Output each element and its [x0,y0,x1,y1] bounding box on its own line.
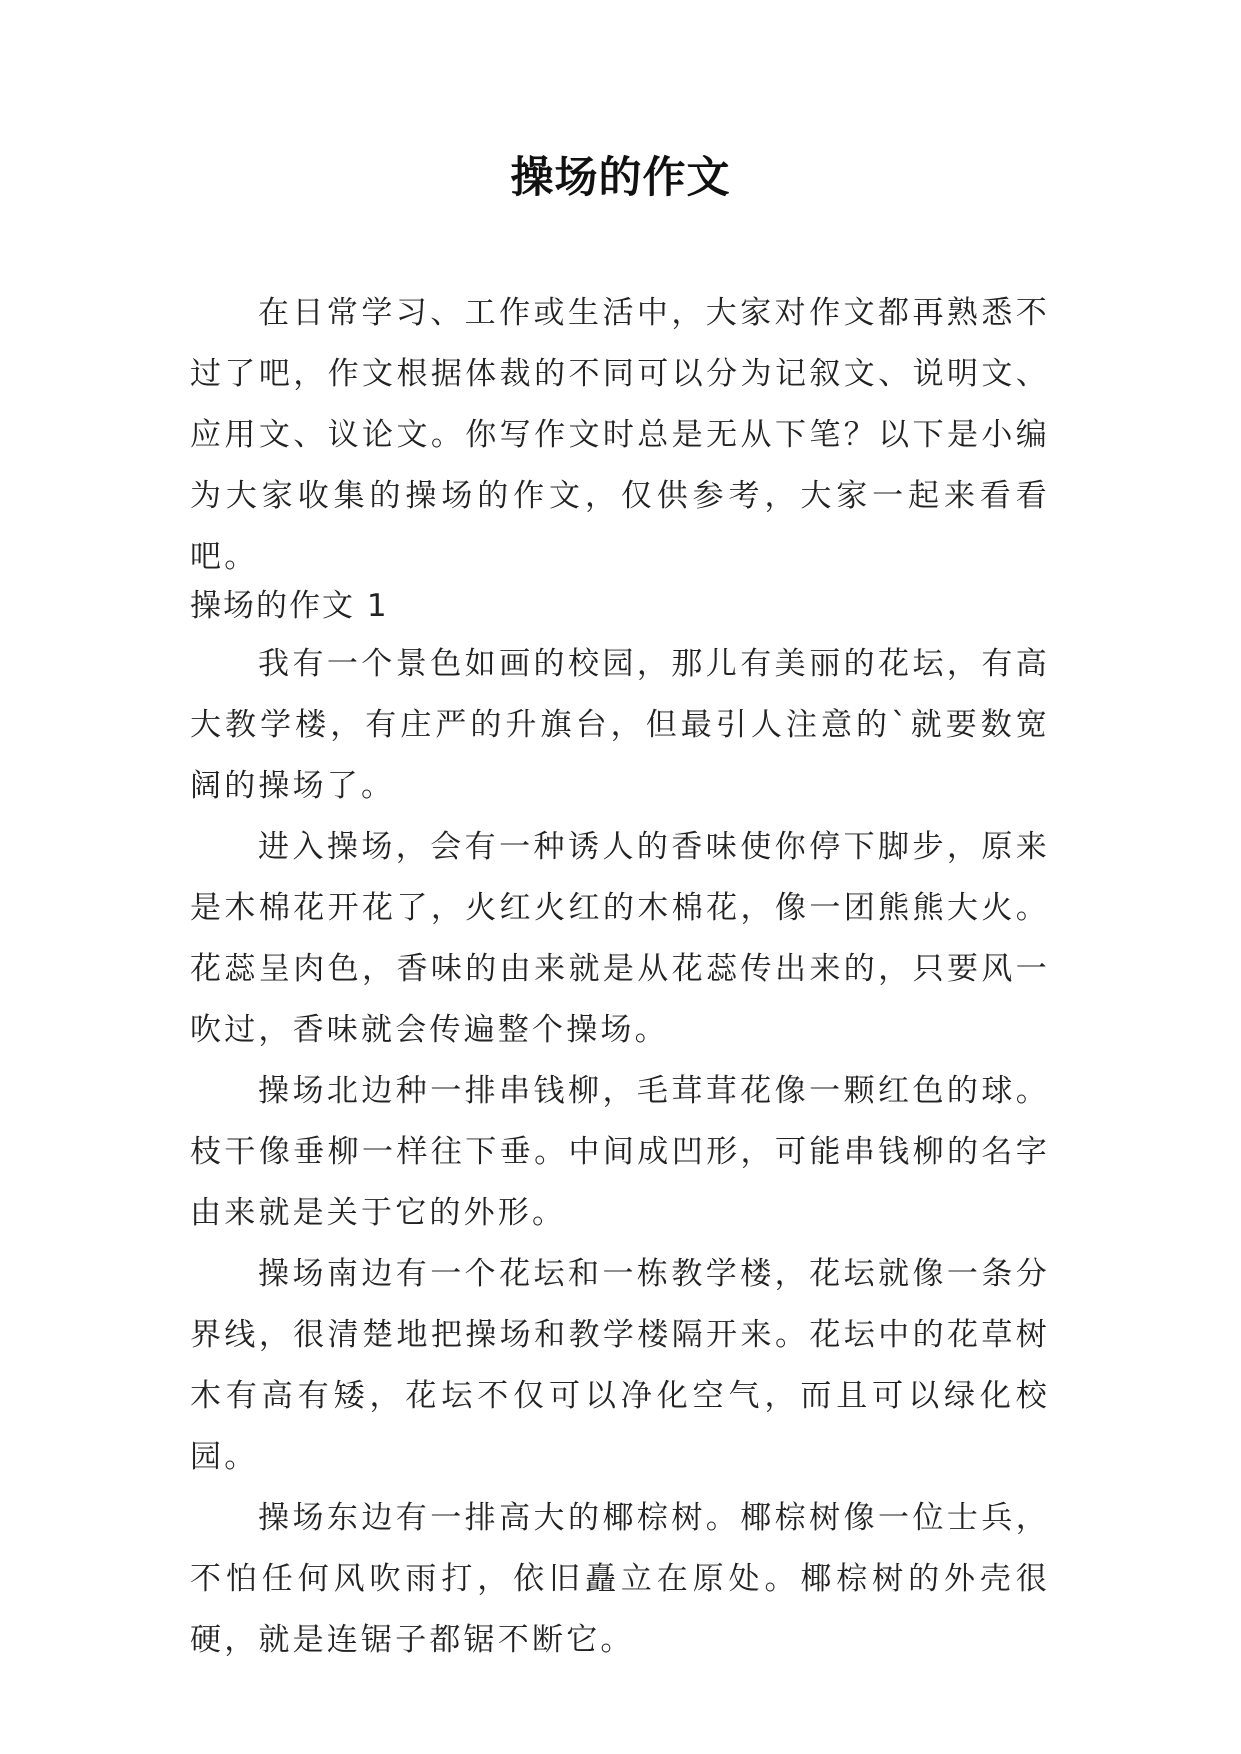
essay-paragraph-1: 我有一个景色如画的校园，那儿有美丽的花坛，有高大教学楼，有庄严的升旗台，但最引人注意的`就要数宽阔的操场了。 [190,646,1050,804]
essay-paragraph-3: 操场北边种一排串钱柳，毛茸茸花像一颗红色的球。枝干像垂柳一样往下垂。中间成凹形，可能串钱柳的名字由来就是关于它的外形。 [190,1073,1050,1231]
document-title: 操场的作文 [510,153,731,203]
essay-paragraph-4: 操场南边有一个花坛和一栋教学楼，花坛就像一条分界线，很清楚地把操场和教学楼隔开来。花坛中的花草树木有高有矮，花坛不仅可以净化空气，而且可以绿化校园。 [190,1256,1050,1475]
section-heading: 操场的作文 1 [190,588,389,624]
intro-paragraph: 在日常学习、工作或生活中，大家对作文都再熟悉不过了吧，作文根据体裁的不同可以分为记叙文、说明文、应用文、议论文。你写作文时总是无从下笔？以下是小编为大家收集的操场的作文，仅供参考，大家一起来看看吧。 [190,295,1050,575]
essay-paragraph-5: 操场东边有一排高大的椰棕树。椰棕树像一位士兵，不怕任何风吹雨打，依旧矗立在原处。椰棕树的外壳很硬，就是连锯子都锯不断它。 [190,1500,1050,1658]
essay-paragraph-2: 进入操场，会有一种诱人的香味使你停下脚步，原来是木棉花开花了，火红火红的木棉花，像一团熊熊大火。花蕊呈肉色，香味的由来就是从花蕊传出来的，只要风一吹过，香味就会传遍整个操场。 [190,829,1050,1048]
intro-section [190,283,1050,588]
essay-body [190,634,1050,1671]
